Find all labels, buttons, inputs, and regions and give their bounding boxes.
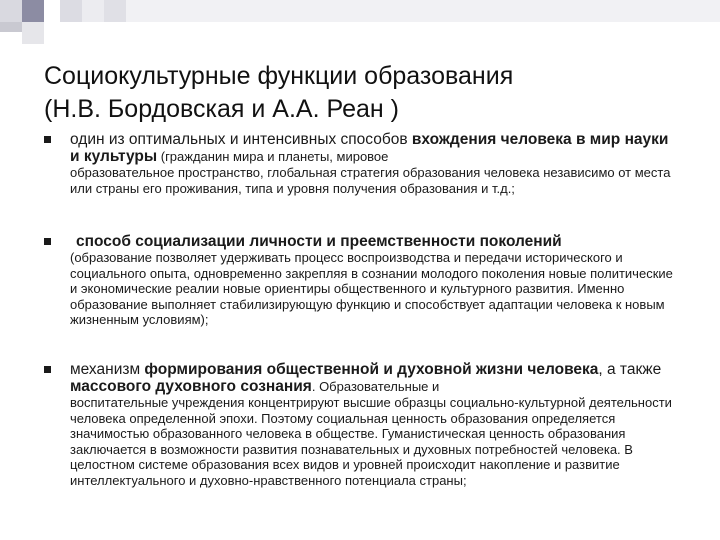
decor-square bbox=[0, 0, 22, 22]
decor-square bbox=[104, 0, 126, 22]
item-bold: вхождения человека в мир науки и культуры bbox=[70, 131, 669, 165]
item-bold-2: массового духовного сознания bbox=[70, 378, 312, 395]
decor-square bbox=[60, 0, 82, 22]
decor-square bbox=[22, 22, 44, 44]
item-detail: (образование позволяет удерживать процесс воспроизводства и передачи исторического и социального опыта, одновременно закрепляя в сознании молодого поколения новые политические и экономические реалии новые ориентиры общественного и культурного развития. Именно образование выполняет стабилизирующую функцию и способствует адаптации человека к новым жизненным условиям); bbox=[70, 250, 673, 327]
item-bold: формирования общественной и духовной жизни человека bbox=[144, 361, 599, 378]
slide-title bbox=[44, 60, 684, 126]
item-lead: механизм bbox=[70, 361, 145, 378]
bullet-square-icon bbox=[44, 136, 51, 143]
bullet-square-icon bbox=[44, 238, 51, 245]
item-lead: один из оптимальных и интенсивных способов bbox=[70, 131, 412, 148]
item-bold: способ социализации личности и преемственности поколений bbox=[76, 233, 562, 250]
header-decoration bbox=[0, 0, 720, 48]
item-mid: , а также bbox=[598, 361, 662, 378]
decor-square bbox=[22, 0, 44, 22]
bullet-square-icon bbox=[44, 366, 51, 373]
decor-square bbox=[82, 0, 104, 22]
title-line-2: (Н.В. Бордовская и А.А. Реан ) bbox=[44, 95, 399, 123]
item-after: (гражданин мира и планеты, мировое bbox=[157, 149, 389, 164]
item-after: . Образовательные и bbox=[311, 379, 440, 394]
decor-square bbox=[0, 22, 22, 32]
decor-square bbox=[126, 0, 720, 22]
item-detail: образовательное пространство, глобальная стратегия образования человека независимо от места или страны его проживания, типа и уровня получения образования и т.д.; bbox=[70, 165, 671, 196]
title-line-1: Социокультурные функции образования bbox=[44, 62, 514, 90]
item-detail: воспитательные учреждения концентрируют высшие образцы социально-культурной деятельности человека определенной эпохи. Поэтому социальная ценность образования определяется значимостью образованного человека в обществе. Гуманистическая ценность образования заключается в возможности развития познавательных и духовных потребностей человека. В целостном системе образования всех видов и уровней происходит накопление и развитие интеллектуального и духовно-нравственного потенциала страны; bbox=[70, 395, 672, 488]
